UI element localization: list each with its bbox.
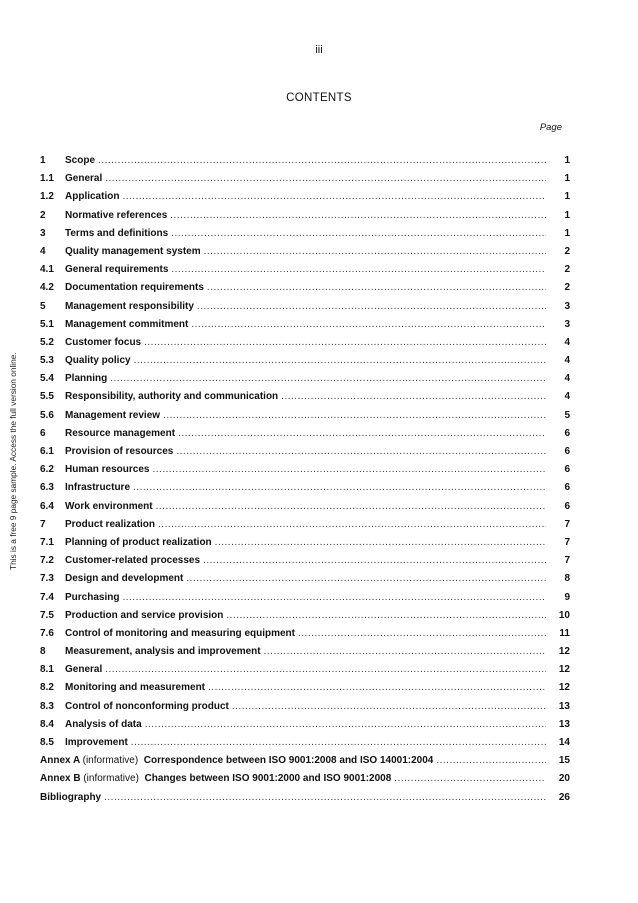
- dot-leader: [226, 610, 546, 621]
- toc-entry-number: 8.2: [40, 682, 54, 694]
- dot-leader: [105, 664, 546, 675]
- toc-entry-number: 5.4: [40, 373, 54, 385]
- toc-entry-title[interactable]: General: [65, 664, 103, 676]
- dot-leader: [207, 282, 546, 293]
- toc-entry-page: 13: [558, 718, 570, 730]
- toc-entry-page: 1: [564, 209, 570, 221]
- toc-entry-number: 7.1: [40, 536, 54, 548]
- toc-entry[interactable]: [40, 319, 570, 337]
- toc-entry-page: 12: [558, 646, 570, 658]
- toc-entry-page: 2: [564, 245, 570, 257]
- toc-entry-page: 7: [564, 555, 570, 567]
- toc-entry[interactable]: [40, 592, 570, 610]
- dot-leader: [203, 555, 546, 566]
- toc-entry-page: 7: [564, 536, 570, 548]
- toc-entry-page: 15: [558, 755, 570, 767]
- toc-entry-number: 7: [40, 518, 46, 530]
- toc-entry-page: 1: [564, 227, 570, 239]
- annex-type: (informative): [82, 755, 139, 767]
- toc-entry-number: 8.3: [40, 700, 54, 712]
- toc-entry-number: 7.4: [40, 591, 54, 603]
- toc-entry-title[interactable]: Normative references: [65, 209, 168, 221]
- toc-entry-number: 5.2: [40, 336, 54, 348]
- dot-leader: [197, 301, 546, 312]
- toc-entry-page: 12: [558, 664, 570, 676]
- toc-entry-title[interactable]: Purchasing: [65, 591, 120, 603]
- toc-entry-number: 5.1: [40, 318, 54, 330]
- toc-entry-title[interactable]: Resource management: [65, 427, 176, 439]
- toc-entry-title[interactable]: Control of nonconforming product: [65, 700, 229, 712]
- toc-annex-entry[interactable]: [40, 755, 570, 773]
- toc-entry-page: 10: [558, 609, 570, 621]
- toc-entry-title[interactable]: Terms and definitions: [65, 227, 169, 239]
- toc-entry-title[interactable]: General requirements: [65, 264, 169, 276]
- dot-leader: [122, 592, 546, 603]
- toc-entry-number: 6.3: [40, 482, 54, 494]
- dot-leader: [394, 773, 546, 784]
- toc-entry-number: 7.6: [40, 627, 54, 639]
- toc-entry[interactable]: [40, 391, 570, 409]
- toc-entry-title[interactable]: Monitoring and measurement: [65, 682, 206, 694]
- toc-entry[interactable]: [40, 264, 570, 282]
- toc-entry-number: 6.2: [40, 464, 54, 476]
- toc-entry-page: 1: [564, 191, 570, 203]
- toc-entry-number: 5: [40, 300, 46, 312]
- toc-entry[interactable]: [40, 191, 570, 209]
- toc-entry-number: 8.5: [40, 737, 54, 748]
- toc-entry-title[interactable]: Scope: [65, 155, 96, 166]
- toc-entry[interactable]: [40, 282, 570, 300]
- toc-entry[interactable]: [40, 228, 570, 246]
- toc-entry-page: 26: [558, 791, 570, 803]
- toc-entry-page: 1: [564, 155, 570, 166]
- dot-leader: [171, 264, 546, 275]
- toc-entry-title[interactable]: Production and service provision: [65, 609, 224, 621]
- toc-entry-page: 2: [564, 282, 570, 294]
- toc-entry-page: 12: [558, 682, 570, 694]
- toc-entry[interactable]: [40, 301, 570, 319]
- toc-entry-title[interactable]: Customer focus: [65, 336, 142, 348]
- toc-entry-title[interactable]: Planning of product realization: [65, 536, 212, 548]
- toc-entry-number: 5.3: [40, 355, 54, 367]
- toc-entry[interactable]: [40, 555, 570, 573]
- toc-entry-page: 5: [564, 409, 570, 421]
- page-number: iii: [315, 44, 323, 56]
- toc-entry-page: 6: [564, 446, 570, 457]
- dot-leader: [144, 337, 546, 348]
- toc-entry-page: 9: [564, 591, 570, 603]
- table-of-contents: [40, 155, 570, 810]
- toc-entry[interactable]: [40, 646, 570, 664]
- toc-entry[interactable]: [40, 719, 570, 737]
- toc-entry-title[interactable]: Application: [65, 191, 120, 203]
- dot-leader: [232, 701, 546, 712]
- toc-entry[interactable]: [40, 628, 570, 646]
- dot-leader: [176, 446, 546, 457]
- toc-entry-number: 5.5: [40, 391, 54, 403]
- toc-entry-page: 1: [564, 173, 570, 185]
- dot-leader: [186, 573, 546, 584]
- dot-leader: [145, 719, 546, 730]
- toc-entry-number: 4.1: [40, 264, 54, 276]
- toc-entry[interactable]: [40, 573, 570, 591]
- dot-leader: [298, 628, 546, 639]
- toc-entry-page: 11: [559, 627, 570, 639]
- toc-entry[interactable]: [40, 173, 570, 191]
- toc-entry-title[interactable]: General: [65, 173, 103, 185]
- toc-entry[interactable]: [40, 155, 570, 173]
- toc-entry[interactable]: [40, 446, 570, 464]
- toc-entry-title[interactable]: Work environment: [65, 500, 153, 512]
- dot-leader: [152, 464, 546, 475]
- page-title: CONTENTS: [286, 92, 352, 104]
- toc-entry-page: 2: [564, 264, 570, 276]
- page-column-label: Page: [539, 122, 562, 133]
- annex-title: Changes between ISO 9001:2000 and ISO 9001:2008: [144, 773, 392, 785]
- toc-entry[interactable]: [40, 664, 570, 682]
- sample-notice: This is a free 9 page sample. Access the full version online.: [8, 352, 18, 570]
- toc-entry-title[interactable]: Responsibility, authority and communication: [65, 391, 279, 403]
- toc-entry-number: 8.1: [40, 664, 54, 676]
- toc-entry-title[interactable]: Management review: [65, 409, 161, 421]
- toc-entry-title[interactable]: Measurement, analysis and improvement: [65, 646, 261, 658]
- toc-entry-title[interactable]: Control of monitoring and measuring equipment: [65, 627, 295, 639]
- toc-entry-page: 3: [564, 300, 570, 312]
- toc-entry-page: 4: [564, 355, 570, 367]
- annex-label[interactable]: [40, 773, 391, 784]
- toc-entry-title[interactable]: Customer-related processes: [65, 555, 201, 567]
- toc-entry[interactable]: [40, 682, 570, 700]
- dot-leader: [204, 246, 546, 257]
- toc-entry-number: 1: [40, 155, 46, 166]
- toc-entry-number: 7.5: [40, 609, 54, 621]
- toc-entry-number: 7.2: [40, 555, 54, 567]
- bibliography-title[interactable]: Bibliography: [40, 791, 102, 803]
- dot-leader: [158, 519, 546, 530]
- dot-leader: [122, 191, 546, 202]
- toc-entry-number: 1.2: [40, 191, 54, 203]
- toc-entry-title[interactable]: Design and development: [65, 573, 184, 585]
- toc-entry[interactable]: [40, 246, 570, 264]
- toc-entry-page: 6: [564, 500, 570, 512]
- toc-entry[interactable]: [40, 464, 570, 482]
- toc-bibliography-entry[interactable]: [40, 792, 570, 810]
- toc-entry-title[interactable]: Management commitment: [65, 318, 189, 330]
- annex-name: Annex B: [40, 773, 81, 785]
- toc-entry-title[interactable]: Improvement: [65, 737, 128, 748]
- toc-entry[interactable]: [40, 537, 570, 555]
- dot-leader: [170, 210, 546, 221]
- toc-entry-page: 6: [564, 464, 570, 476]
- toc-entry[interactable]: [40, 337, 570, 355]
- annex-label[interactable]: [40, 755, 433, 766]
- toc-entry-page: 6: [564, 482, 570, 494]
- dot-leader: [131, 737, 546, 748]
- toc-entry-page: 20: [558, 773, 570, 785]
- dot-leader: [178, 428, 546, 439]
- dot-leader: [98, 155, 546, 166]
- toc-entry[interactable]: [40, 610, 570, 628]
- toc-entry-page: 4: [564, 391, 570, 403]
- toc-entry-title[interactable]: Documentation requirements: [65, 282, 204, 294]
- dot-leader: [191, 319, 546, 330]
- dot-leader: [163, 410, 546, 421]
- toc-entry-number: 6: [40, 427, 46, 439]
- toc-entry[interactable]: [40, 428, 570, 446]
- toc-entry[interactable]: [40, 737, 570, 755]
- toc-entry-title[interactable]: Human resources: [65, 464, 150, 476]
- toc-entry[interactable]: [40, 519, 570, 537]
- toc-entry-number: 5.6: [40, 409, 54, 421]
- dot-leader: [208, 682, 546, 693]
- toc-entry-title[interactable]: Planning: [65, 373, 108, 385]
- toc-entry-title[interactable]: Quality policy: [65, 355, 131, 367]
- dot-leader: [134, 355, 546, 366]
- toc-entry-title[interactable]: Quality management system: [65, 245, 201, 257]
- toc-annex-entry[interactable]: [40, 773, 570, 791]
- toc-entry-number: 7.3: [40, 573, 54, 585]
- annex-title: Correspondence between ISO 9001:2008 and ISO 14001:2004: [143, 755, 434, 767]
- toc-entry-page: 13: [558, 700, 570, 712]
- toc-entry-number: 8: [40, 646, 46, 658]
- dot-leader: [281, 391, 546, 402]
- toc-entry-title[interactable]: Product realization: [65, 518, 156, 530]
- toc-entry-title[interactable]: Management responsibility: [65, 300, 194, 312]
- toc-entry-title[interactable]: Infrastructure: [65, 482, 131, 494]
- toc-entry-title[interactable]: Provision of resources: [65, 446, 174, 457]
- toc-entry-number: 3: [40, 227, 46, 239]
- toc-entry[interactable]: [40, 501, 570, 519]
- toc-entry-number: 8.4: [40, 718, 54, 730]
- dot-leader: [105, 173, 546, 184]
- toc-entry[interactable]: [40, 701, 570, 719]
- toc-entry-page: 7: [564, 518, 570, 530]
- toc-entry-number: 2: [40, 209, 46, 221]
- dot-leader: [110, 373, 546, 384]
- annex-name: Annex A: [40, 755, 80, 767]
- toc-entry-page: 6: [564, 427, 570, 439]
- annex-type: (informative): [83, 773, 139, 785]
- dot-leader: [133, 482, 546, 493]
- dot-leader: [156, 501, 546, 512]
- toc-entry-page: 14: [558, 737, 570, 748]
- toc-entry[interactable]: [40, 410, 570, 428]
- toc-entry-page: 3: [564, 318, 570, 330]
- toc-entry[interactable]: [40, 355, 570, 373]
- toc-entry[interactable]: [40, 373, 570, 391]
- toc-entry-number: 6.4: [40, 500, 54, 512]
- toc-entry-title[interactable]: Analysis of data: [65, 718, 142, 730]
- dot-leader: [264, 646, 546, 657]
- dot-leader: [215, 537, 546, 548]
- dot-leader: [104, 792, 546, 803]
- toc-entry[interactable]: [40, 210, 570, 228]
- dot-leader: [436, 755, 546, 766]
- dot-leader: [171, 228, 546, 239]
- toc-entry-number: 4.2: [40, 282, 54, 294]
- toc-entry[interactable]: [40, 482, 570, 500]
- toc-entry-page: 4: [564, 373, 570, 385]
- toc-entry-page: 8: [564, 573, 570, 585]
- toc-entry-number: 6.1: [40, 446, 54, 457]
- toc-entry-number: 4: [40, 245, 46, 257]
- toc-entry-page: 4: [564, 336, 570, 348]
- toc-entry-number: 1.1: [40, 173, 54, 185]
